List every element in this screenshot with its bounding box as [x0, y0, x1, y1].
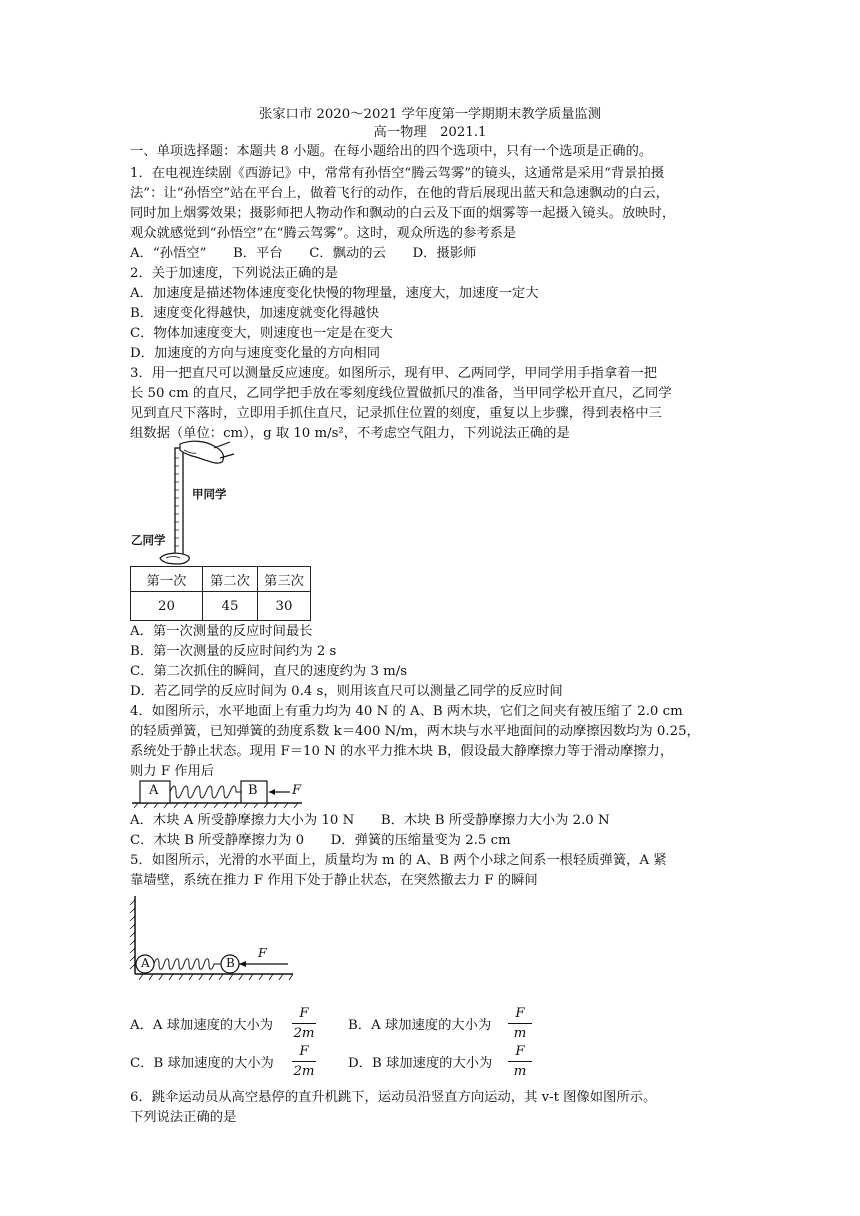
exam-title: 张家口市 2020～2021 学年度第一学期期末教学质量监测 — [258, 107, 602, 122]
q2-option-a: A．加速度是描述物体速度变化快慢的物理量，速度大，加速度一定大 — [130, 286, 539, 301]
q5-option-a: A．A 球加速度的大小为 — [130, 1018, 274, 1033]
table-cell: 30 — [258, 592, 311, 621]
q4-options-cd: C．木块 B 所受静摩擦力为 0 D．弹簧的压缩量变为 2.5 cm — [130, 833, 511, 848]
fraction-d — [508, 1044, 532, 1079]
label-jia: 甲同学 — [192, 487, 227, 501]
q3-line-2: 长 50 cm 的直尺，乙同学把手放在零刻度线位置做抓尺的准备，当甲同学松开直尺，乙同学 — [130, 386, 672, 401]
q6-line-2: 下列说法正确的是 — [130, 1110, 237, 1125]
hand-yi — [160, 553, 189, 564]
numerator: F — [515, 1006, 525, 1021]
measurement-table — [130, 566, 311, 621]
label-ball-b: B — [226, 956, 235, 970]
section-heading: 一、单项选择题：本题共 8 小题。在每小题给出的四个选项中，只有一个选项是正确的。 — [130, 144, 653, 159]
fraction-c — [292, 1044, 316, 1079]
table-header-cell: 第一次 — [131, 567, 203, 592]
spring — [154, 959, 221, 970]
denominator: 2m — [293, 1064, 315, 1079]
q4-line-3: 系统处于静止状态。现用 F＝10 N 的水平力推木块 B，假设最大静摩擦力等于滑动摩擦力， — [130, 744, 674, 759]
hand-jia — [180, 441, 224, 463]
label-force-f: F — [258, 945, 267, 960]
fraction-b — [508, 1006, 532, 1041]
label-force-f: F — [292, 783, 302, 798]
balls-figure — [128, 892, 298, 982]
q1-line-4: 观众就感觉到“孙悟空”在“腾云驾雾”。这时，观众所选的参考系是 — [130, 226, 517, 241]
q3-option-c: C．第二次抓住的瞬间，直尺的速度约为 3 m/s — [130, 664, 408, 679]
label-yi: 乙同学 — [131, 533, 166, 547]
spring — [170, 786, 241, 798]
q4-line-2: 的轻质弹簧，已知弹簧的劲度系数 k＝400 N/m，两木块与水平地面间的动摩擦因数均为 0.25， — [130, 724, 700, 739]
q5-option-d: D．B 球加速度的大小为 — [348, 1056, 493, 1071]
table-cell: 20 — [131, 592, 203, 621]
q5-line-1: 5．如图所示，光滑的水平面上，质量均为 m 的 A、B 两个小球之间系一根轻质弹簧，A 紧 — [130, 853, 667, 868]
ruler-figure — [130, 440, 240, 568]
ruler — [175, 448, 183, 558]
q3-option-d: D．若乙同学的反应时间为 0.4 s，则用该直尺可以测量乙同学的反应时间 — [130, 684, 563, 699]
denominator: m — [513, 1064, 527, 1079]
table-row — [131, 592, 311, 621]
fraction-a — [292, 1006, 316, 1041]
denominator: m — [513, 1026, 527, 1041]
numerator: F — [299, 1006, 309, 1021]
q3-line-3: 见到直尺下落时，立即用手抓住直尺，记录抓住位置的刻度，重复以上步骤，得到表格中三 — [130, 406, 662, 421]
q5-option-c: C．B 球加速度的大小为 — [130, 1056, 274, 1071]
table-header-row — [131, 567, 311, 592]
table-header-cell: 第三次 — [258, 567, 311, 592]
table-cell: 45 — [203, 592, 258, 621]
q2-option-d: D．加速度的方向与速度变化量的方向相同 — [130, 346, 381, 361]
q4-options-ab: A．木块 A 所受静摩擦力大小为 10 N B．木块 B 所受静摩擦力大小为 2.0 N — [130, 813, 610, 828]
q1-line-3: 同时加上烟雾效果；摄影师把人物动作和飘动的白云及下面的烟雾等一起摄入镜头。放映时， — [130, 206, 676, 221]
denominator: 2m — [293, 1026, 315, 1041]
exam-subtitle: 高一物理 2021.1 — [373, 125, 487, 140]
q1-options: A．“孙悟空” B．平台 C．飘动的云 D．摄影师 — [130, 246, 477, 261]
label-block-a: A — [149, 783, 159, 798]
q4-line-1: 4．如图所示，水平地面上有重力均为 40 N 的 A、B 两木块，它们之间夹有被压缩了 2.0 cm — [130, 704, 683, 719]
q4-line-4: 则力 F 作用后 — [130, 764, 215, 779]
q2-option-c: C．物体加速度变大，则速度也一定是在变大 — [130, 326, 393, 341]
q3-option-b: B．第一次测量的反应时间约为 2 s — [130, 644, 337, 659]
q5-option-b: B．A 球加速度的大小为 — [348, 1018, 492, 1033]
q5-line-2: 靠墙壁，系统在推力 F 作用下处于静止状态，在突然撤去力 F 的瞬间 — [130, 873, 538, 888]
q3-line-1: 3．用一把直尺可以测量反应速度。如图所示，现有甲、乙两同学，甲同学用手指拿着一把 — [130, 366, 658, 381]
q1-line-2: 法”：让“孙悟空”站在平台上，做着飞行的动作，在他的背后展现出蓝天和急速飘动的白云， — [130, 186, 669, 201]
q6-line-1: 6．跳伞运动员从高空悬停的直升机跳下，运动员沿竖直方向运动，其 v-t 图像如图所示。 — [130, 1090, 657, 1105]
q3-line-4: 组数据（单位：cm），g 取 10 m/s²，不考虑空气阻力，下列说法正确的是 — [130, 426, 570, 441]
numerator: F — [515, 1044, 525, 1059]
q1-line-1: 1．在电视连续剧《西游记》中，常常有孙悟空“腾云驾雾”的镜头，这通常是采用“背景拍摄 — [130, 166, 665, 181]
q2-option-b: B．速度变化得越快，加速度就变化得越快 — [130, 306, 380, 321]
q3-option-a: A．第一次测量的反应时间最长 — [130, 624, 313, 639]
numerator: F — [299, 1044, 309, 1059]
label-ball-a: A — [141, 956, 150, 970]
table-header-cell: 第二次 — [203, 567, 258, 592]
label-block-b: B — [248, 783, 258, 798]
q2-stem: 2．关于加速度，下列说法正确的是 — [130, 266, 338, 281]
